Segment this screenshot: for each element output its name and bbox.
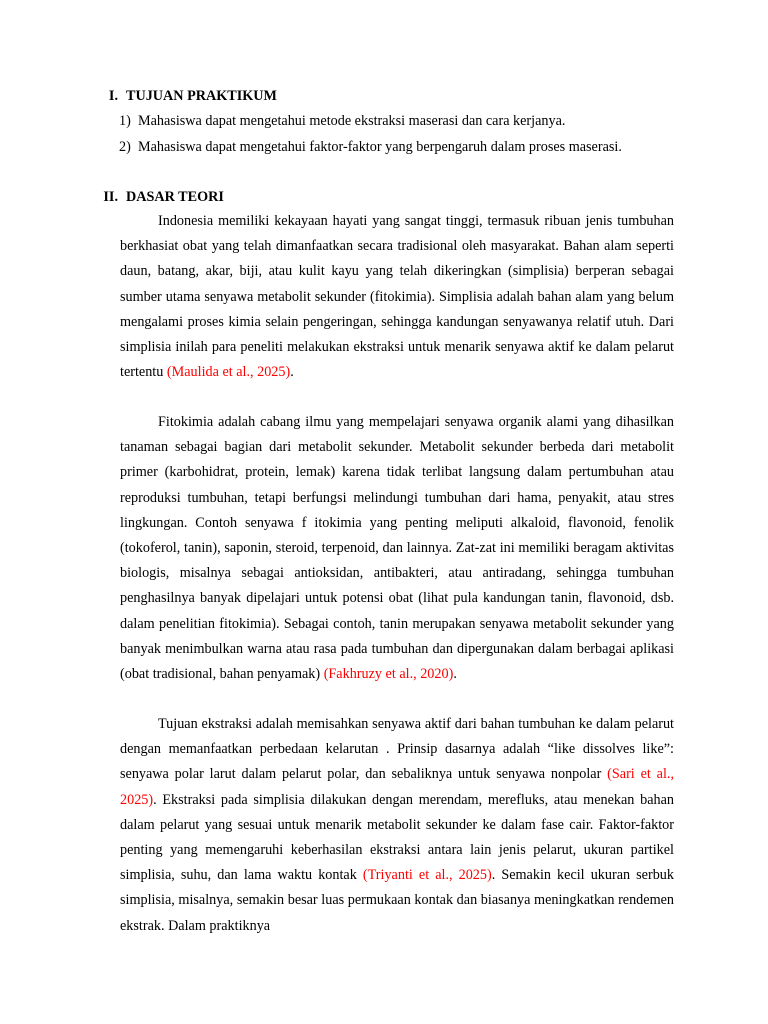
- section-2-heading: [92, 187, 224, 207]
- paragraph-3: [120, 712, 674, 939]
- citation-sari: (Sari et al., 2025): [120, 766, 674, 808]
- paragraph-2-text: Fitokimia adalah cabang ilmu yang mempelajari senyawa organik alami yang dihasilkan tanaman sebagai bagian dari metabolit sekunder. Metabolit sekunder berbeda dari metabolit primer (karbohidrat, protein, lemak) karena tidak terlibat langsung dalam pertumbuhan atau reproduksi tumbuhan, tetapi berfungsi melindungi tumbuhan dari hama, penyakit, atau stres lingkungan. Contoh senyawa f itokimia yang penting meliputi alkaloid, flavonoid, fenolik (tokoferol, tanin), saponin, steroid, terpenoid, dan lainnya. Zat-zat ini memiliki beragam aktivitas biologis, misalnya sebagai antioksidan, antibakteri, atau antiradang, sehingga tumbuhan penghasilnya banyak dipelajari untuk potensi obat (lihat pula kandungan tanin, flavonoid, dsb. dalam penelitian fitokimia). Sebagai contoh, tanin merupakan senyawa metabolit sekunder yang banyak menimbulkan warna atau rasa pada tumbuhan dan dipergunakan dalam berbagai aplikasi (obat tradisional, bahan penyamak): [120, 414, 674, 683]
- section-1-title: TUJUAN PRAKTIKUM: [126, 88, 277, 104]
- objective-item-2: [119, 137, 622, 157]
- paragraph-1: [120, 209, 674, 385]
- objective-text: Mahasiswa dapat mengetahui metode ekstraksi maserasi dan cara kerjanya.: [138, 113, 566, 129]
- citation-fakhruzy: (Fakhruzy et al., 2020): [323, 666, 454, 683]
- paragraph-1-text: Indonesia memiliki kekayaan hayati yang sangat tinggi, termasuk ribuan jenis tumbuhan berkhasiat obat yang telah dimanfaatkan secara tradisional oleh masyarakat. Bahan alam seperti daun, batang, akar, biji, atau kulit kayu yang telah dikeringkan (simplisia) berperan sebagai sumber utama senyawa metabolit sekunder (fitokimia). Simplisia adalah bahan alam yang belum mengalami proses kimia selain pengeringan, sehingga kandungan senyawanya relatif utuh. Dari simplisia inilah para peneliti melakukan ekstraksi untuk menarik senyawa aktif ke dalam pelarut tertentu: [120, 213, 674, 381]
- objective-text: Mahasiswa dapat mengetahui faktor-faktor yang berpengaruh dalam proses maserasi.: [138, 139, 622, 155]
- paragraph-3-text-3: . Semakin kecil ukuran serbuk simplisia, misalnya, semakin besar luas permukaan kontak dan biasanya meningkatkan rendemen ekstrak. Dalam praktiknya: [120, 867, 674, 934]
- section-1-number: I.: [108, 88, 118, 104]
- section-2-number: II.: [103, 189, 118, 205]
- paragraph-3-text-1: Tujuan ekstraksi adalah memisahkan senyawa aktif dari bahan tumbuhan ke dalam pelarut dengan memanfaatkan perbedaan kelarutan . Prinsip dasarnya adalah “like dissolves like”: senyawa polar larut dalam pelarut polar, dan sebaliknya untuk senyawa nonpolar: [120, 716, 674, 783]
- section-2-title: DASAR TEORI: [126, 189, 224, 205]
- objective-number: 2): [119, 139, 131, 155]
- objective-number: 1): [119, 113, 131, 129]
- objective-item-1: [119, 111, 565, 131]
- paragraph-1-end: .: [290, 364, 294, 381]
- citation-maulida: (Maulida et al., 2025): [166, 364, 291, 381]
- paragraph-2: [120, 410, 674, 687]
- section-1-heading: [92, 86, 277, 106]
- paragraph-2-end: .: [453, 666, 457, 683]
- citation-triyanti: (Triyanti et al., 2025): [362, 867, 492, 884]
- paragraph-3-text-2: . Ekstraksi pada simplisia dilakukan dengan merendam, merefluks, atau menekan bahan dalam pelarut yang sesuai untuk menarik metabolit sekunder ke dalam fase cair. Faktor-faktor penting yang memengaruhi keberhasilan ekstraksi antara lain jenis pelarut, ukuran partikel simplisia, suhu, dan lama waktu kontak: [120, 791, 674, 884]
